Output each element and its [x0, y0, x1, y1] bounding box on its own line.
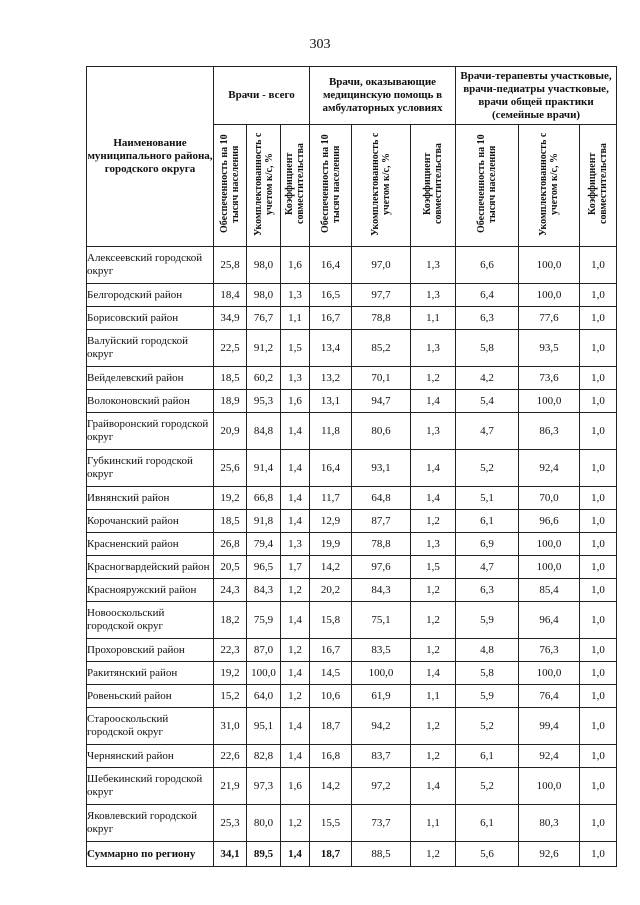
table-cell: 5,2: [456, 768, 519, 805]
table-cell: 76,3: [519, 639, 580, 662]
table-cell: 64,0: [247, 685, 281, 708]
table-cell: 1,4: [281, 842, 310, 867]
table-row: [87, 390, 617, 413]
total-row: [87, 842, 617, 867]
table-cell: 77,6: [519, 307, 580, 330]
district-name: Старооскольский городской округ: [87, 708, 214, 745]
table-cell: 18,4: [214, 284, 247, 307]
subcolumn-header-label: Обеспеченность на 10 тысяч населения: [476, 134, 499, 234]
table-cell: 1,6: [281, 247, 310, 284]
table-cell: 1,0: [580, 413, 617, 450]
table-cell: 1,2: [281, 639, 310, 662]
table-cell: 1,3: [411, 247, 456, 284]
table-cell: 6,1: [456, 510, 519, 533]
table-cell: 83,5: [352, 639, 411, 662]
district-name: Корочанский район: [87, 510, 214, 533]
table-cell: 95,1: [247, 708, 281, 745]
table-cell: 6,9: [456, 533, 519, 556]
subcolumn-header-label: Обеспеченность на 10 тысяч населения: [219, 134, 241, 234]
district-name: Красногвардейский район: [87, 556, 214, 579]
table-cell: 75,9: [247, 602, 281, 639]
table-cell: 18,7: [310, 842, 352, 867]
table-row: [87, 745, 617, 768]
table-cell: 5,6: [456, 842, 519, 867]
table-cell: 100,0: [247, 662, 281, 685]
table-row: [87, 533, 617, 556]
table-cell: 14,2: [310, 556, 352, 579]
table-cell: 1,0: [580, 284, 617, 307]
subcolumn-header-label: Коэффициент совместительства: [284, 143, 306, 225]
table-cell: 97,2: [352, 768, 411, 805]
table-cell: 1,7: [281, 556, 310, 579]
table-cell: 13,2: [310, 367, 352, 390]
table-cell: 5,8: [456, 662, 519, 685]
table-cell: 10,6: [310, 685, 352, 708]
table-cell: 75,1: [352, 602, 411, 639]
subcolumn-header: [411, 125, 456, 247]
table-cell: 1,2: [411, 510, 456, 533]
table-cell: 79,4: [247, 533, 281, 556]
name-column-header: Наименование муниципального района, городского округа: [87, 67, 214, 247]
table-cell: 1,0: [580, 390, 617, 413]
table-cell: 22,5: [214, 330, 247, 367]
table-cell: 1,0: [580, 805, 617, 842]
table-cell: 95,3: [247, 390, 281, 413]
table-cell: 11,8: [310, 413, 352, 450]
table-cell: 70,0: [519, 487, 580, 510]
table-cell: 1,2: [281, 805, 310, 842]
table-cell: 97,6: [352, 556, 411, 579]
table-cell: 73,7: [352, 805, 411, 842]
table-cell: 1,0: [580, 533, 617, 556]
table-cell: 5,9: [456, 685, 519, 708]
table-cell: 100,0: [352, 662, 411, 685]
table-cell: 70,1: [352, 367, 411, 390]
table-row: [87, 510, 617, 533]
page-number: 303: [309, 37, 331, 52]
table-cell: 1,4: [281, 708, 310, 745]
table-cell: 96,4: [519, 602, 580, 639]
table-cell: 26,8: [214, 533, 247, 556]
table-cell: 1,4: [411, 390, 456, 413]
group-header-all-doctors: Врачи - всего: [214, 67, 310, 125]
table-cell: 100,0: [519, 390, 580, 413]
table-cell: 31,0: [214, 708, 247, 745]
table-cell: 83,7: [352, 745, 411, 768]
table-cell: 15,5: [310, 805, 352, 842]
table-cell: 1,3: [281, 367, 310, 390]
district-name: Новооскольский городской округ: [87, 602, 214, 639]
table-cell: 64,8: [352, 487, 411, 510]
table-cell: 85,2: [352, 330, 411, 367]
table-cell: 16,8: [310, 745, 352, 768]
table-cell: 20,5: [214, 556, 247, 579]
table-cell: 91,4: [247, 450, 281, 487]
table-cell: 78,8: [352, 307, 411, 330]
table-cell: 1,4: [281, 450, 310, 487]
table-cell: 16,4: [310, 450, 352, 487]
table-row: [87, 708, 617, 745]
table-cell: 76,7: [247, 307, 281, 330]
district-name: Ивнянский район: [87, 487, 214, 510]
table-cell: 18,9: [214, 390, 247, 413]
table-cell: 22,6: [214, 745, 247, 768]
table-cell: 1,0: [580, 367, 617, 390]
district-name: Прохоровский район: [87, 639, 214, 662]
table-row: [87, 284, 617, 307]
table-cell: 100,0: [519, 556, 580, 579]
subcolumn-header-label: Укомплектованность с учетом к/с, %: [538, 132, 561, 236]
subcolumn-header-label: Укомплектованность с учетом к/с, %: [370, 132, 393, 236]
table-row: [87, 307, 617, 330]
table-cell: 100,0: [519, 662, 580, 685]
table-cell: 100,0: [519, 768, 580, 805]
table-cell: 1,0: [580, 745, 617, 768]
subcolumn-header-label: Коэффициент совместительства: [422, 143, 445, 225]
table-cell: 1,6: [281, 768, 310, 805]
district-name: Борисовский район: [87, 307, 214, 330]
table-cell: 12,9: [310, 510, 352, 533]
table-cell: 1,0: [580, 602, 617, 639]
table-cell: 6,4: [456, 284, 519, 307]
district-name: Ровеньский район: [87, 685, 214, 708]
table-cell: 1,1: [411, 805, 456, 842]
table-cell: 4,2: [456, 367, 519, 390]
table-cell: 20,2: [310, 579, 352, 602]
table-row: [87, 768, 617, 805]
table-cell: 5,8: [456, 330, 519, 367]
table-cell: 87,0: [247, 639, 281, 662]
table-cell: 1,2: [411, 579, 456, 602]
table-cell: 1,0: [580, 450, 617, 487]
table-cell: 97,3: [247, 768, 281, 805]
table-cell: 1,1: [281, 307, 310, 330]
table-cell: 92,6: [519, 842, 580, 867]
table-row: [87, 487, 617, 510]
table-cell: 1,0: [580, 579, 617, 602]
group-header-outpatient-doctors: Врачи, оказывающие медицинскую помощь в амбулаторных условиях: [310, 67, 456, 125]
district-name: Красненский район: [87, 533, 214, 556]
district-name: Валуйский городской округ: [87, 330, 214, 367]
table-cell: 1,4: [281, 487, 310, 510]
table-cell: 25,6: [214, 450, 247, 487]
table-cell: 14,2: [310, 768, 352, 805]
table-cell: 5,4: [456, 390, 519, 413]
table-cell: 73,6: [519, 367, 580, 390]
table-cell: 99,4: [519, 708, 580, 745]
table-cell: 1,0: [580, 307, 617, 330]
table-cell: 13,4: [310, 330, 352, 367]
table-cell: 1,2: [411, 708, 456, 745]
table-cell: 1,3: [411, 413, 456, 450]
table-cell: 1,4: [281, 662, 310, 685]
table-cell: 18,5: [214, 510, 247, 533]
table-cell: 34,1: [214, 842, 247, 867]
table-cell: 78,8: [352, 533, 411, 556]
table-cell: 1,0: [580, 708, 617, 745]
table-cell: 16,7: [310, 307, 352, 330]
table-cell: 18,2: [214, 602, 247, 639]
table-cell: 97,0: [352, 247, 411, 284]
table-cell: 60,2: [247, 367, 281, 390]
table-cell: 1,5: [411, 556, 456, 579]
table-cell: 22,3: [214, 639, 247, 662]
table-cell: 66,8: [247, 487, 281, 510]
table-cell: 1,5: [281, 330, 310, 367]
table-cell: 1,4: [411, 487, 456, 510]
table-cell: 1,0: [580, 639, 617, 662]
table-cell: 1,1: [411, 685, 456, 708]
table-cell: 94,7: [352, 390, 411, 413]
table-cell: 86,3: [519, 413, 580, 450]
table-cell: 1,0: [580, 685, 617, 708]
table-row: [87, 413, 617, 450]
table-cell: 1,4: [281, 602, 310, 639]
table-cell: 1,3: [411, 533, 456, 556]
table-row: [87, 247, 617, 284]
table-cell: 25,3: [214, 805, 247, 842]
district-name: Алексеевский городской округ: [87, 247, 214, 284]
table-row: [87, 685, 617, 708]
table-cell: 19,2: [214, 662, 247, 685]
table-cell: 20,9: [214, 413, 247, 450]
table-cell: 4,7: [456, 413, 519, 450]
table-cell: 98,0: [247, 284, 281, 307]
table-cell: 88,5: [352, 842, 411, 867]
table-cell: 1,4: [411, 662, 456, 685]
table-cell: 100,0: [519, 247, 580, 284]
table-cell: 1,2: [411, 602, 456, 639]
table-cell: 1,3: [281, 533, 310, 556]
table-cell: 98,0: [247, 247, 281, 284]
table-cell: 6,3: [456, 307, 519, 330]
table-cell: 1,4: [411, 450, 456, 487]
district-name: Краснояружский район: [87, 579, 214, 602]
table-cell: 96,6: [519, 510, 580, 533]
district-name: Яковлевский городской округ: [87, 805, 214, 842]
table-cell: 93,5: [519, 330, 580, 367]
table-row: [87, 450, 617, 487]
table-cell: 34,9: [214, 307, 247, 330]
table-cell: 82,8: [247, 745, 281, 768]
table-row: [87, 602, 617, 639]
subcolumn-header-label: Коэффициент совместительства: [587, 143, 610, 225]
table-cell: 1,0: [580, 247, 617, 284]
table-cell: 91,8: [247, 510, 281, 533]
table-cell: 15,8: [310, 602, 352, 639]
table-cell: 100,0: [519, 533, 580, 556]
table-cell: 91,2: [247, 330, 281, 367]
table-cell: 87,7: [352, 510, 411, 533]
table-cell: 92,4: [519, 745, 580, 768]
table-cell: 21,9: [214, 768, 247, 805]
table-cell: 5,9: [456, 602, 519, 639]
subcolumn-header-label: Укомплектованность с учетом к/с, %: [252, 132, 275, 236]
table-cell: 11,7: [310, 487, 352, 510]
table-row: [87, 556, 617, 579]
table-cell: 94,2: [352, 708, 411, 745]
table-cell: 1,0: [580, 556, 617, 579]
table-cell: 16,5: [310, 284, 352, 307]
table-cell: 1,0: [580, 487, 617, 510]
table-cell: 1,3: [411, 284, 456, 307]
table-row: [87, 805, 617, 842]
table-cell: 92,4: [519, 450, 580, 487]
table-cell: 84,8: [247, 413, 281, 450]
table-cell: 80,0: [247, 805, 281, 842]
table-cell: 14,5: [310, 662, 352, 685]
table-cell: 6,1: [456, 805, 519, 842]
table-cell: 1,1: [411, 307, 456, 330]
table-cell: 13,1: [310, 390, 352, 413]
subcolumn-header-label: Обеспеченность на 10 тысяч населения: [319, 134, 342, 234]
table-cell: 1,4: [281, 413, 310, 450]
subcolumn-header: [214, 125, 247, 247]
table-cell: 1,6: [281, 390, 310, 413]
table-cell: 16,4: [310, 247, 352, 284]
table-row: [87, 330, 617, 367]
table-cell: 18,7: [310, 708, 352, 745]
table-cell: 5,1: [456, 487, 519, 510]
table-cell: 96,5: [247, 556, 281, 579]
district-name: Ракитянский район: [87, 662, 214, 685]
district-name: Вейделевский район: [87, 367, 214, 390]
table-cell: 1,2: [281, 685, 310, 708]
district-name: Грайворонский городской округ: [87, 413, 214, 450]
total-label: Суммарно по региону: [87, 842, 214, 867]
table-cell: 1,4: [281, 510, 310, 533]
table-cell: 18,5: [214, 367, 247, 390]
table-cell: 6,1: [456, 745, 519, 768]
table-cell: 1,0: [580, 510, 617, 533]
table-cell: 25,8: [214, 247, 247, 284]
table-cell: 1,4: [411, 768, 456, 805]
table-cell: 84,3: [352, 579, 411, 602]
table-cell: 1,0: [580, 662, 617, 685]
table-cell: 61,9: [352, 685, 411, 708]
subcolumn-header: [580, 125, 617, 247]
table-cell: 5,2: [456, 450, 519, 487]
table-cell: 1,4: [281, 745, 310, 768]
district-name: Шебекинский городской округ: [87, 768, 214, 805]
table-cell: 93,1: [352, 450, 411, 487]
subcolumn-header: [456, 125, 519, 247]
table-cell: 1,2: [281, 579, 310, 602]
subcolumn-header: [352, 125, 411, 247]
table-cell: 1,0: [580, 842, 617, 867]
table-cell: 6,3: [456, 579, 519, 602]
table-cell: 4,8: [456, 639, 519, 662]
table-cell: 1,0: [580, 768, 617, 805]
table-cell: 15,2: [214, 685, 247, 708]
table-cell: 5,2: [456, 708, 519, 745]
subcolumn-header: [281, 125, 310, 247]
table-cell: 1,3: [411, 330, 456, 367]
table-cell: 6,6: [456, 247, 519, 284]
subcolumn-header: [310, 125, 352, 247]
table-row: [87, 662, 617, 685]
table-cell: 1,0: [580, 330, 617, 367]
table-cell: 19,9: [310, 533, 352, 556]
staffing-table: [86, 66, 617, 867]
district-name: Волоконовский район: [87, 390, 214, 413]
table-row: [87, 639, 617, 662]
table-cell: 4,7: [456, 556, 519, 579]
table-cell: 76,4: [519, 685, 580, 708]
table-cell: 89,5: [247, 842, 281, 867]
table-row: [87, 579, 617, 602]
table-cell: 1,2: [411, 639, 456, 662]
table-body: [87, 247, 617, 867]
table-cell: 80,3: [519, 805, 580, 842]
table-cell: 1,3: [281, 284, 310, 307]
table-cell: 1,2: [411, 745, 456, 768]
table-cell: 97,7: [352, 284, 411, 307]
table-row: [87, 367, 617, 390]
subcolumn-header: [519, 125, 580, 247]
table-cell: 100,0: [519, 284, 580, 307]
table-cell: 1,2: [411, 842, 456, 867]
table-cell: 24,3: [214, 579, 247, 602]
table-cell: 84,3: [247, 579, 281, 602]
table-cell: 19,2: [214, 487, 247, 510]
district-name: Губкинский городской округ: [87, 450, 214, 487]
table-cell: 80,6: [352, 413, 411, 450]
table-cell: 16,7: [310, 639, 352, 662]
district-name: Белгородский район: [87, 284, 214, 307]
table-cell: 1,2: [411, 367, 456, 390]
subcolumn-header: [247, 125, 281, 247]
table-cell: 85,4: [519, 579, 580, 602]
group-header-district-doctors: Врачи-терапевты участковые, врачи-педиатры участковые, врачи общей практики (семейные врачи): [456, 67, 617, 125]
district-name: Чернянский район: [87, 745, 214, 768]
